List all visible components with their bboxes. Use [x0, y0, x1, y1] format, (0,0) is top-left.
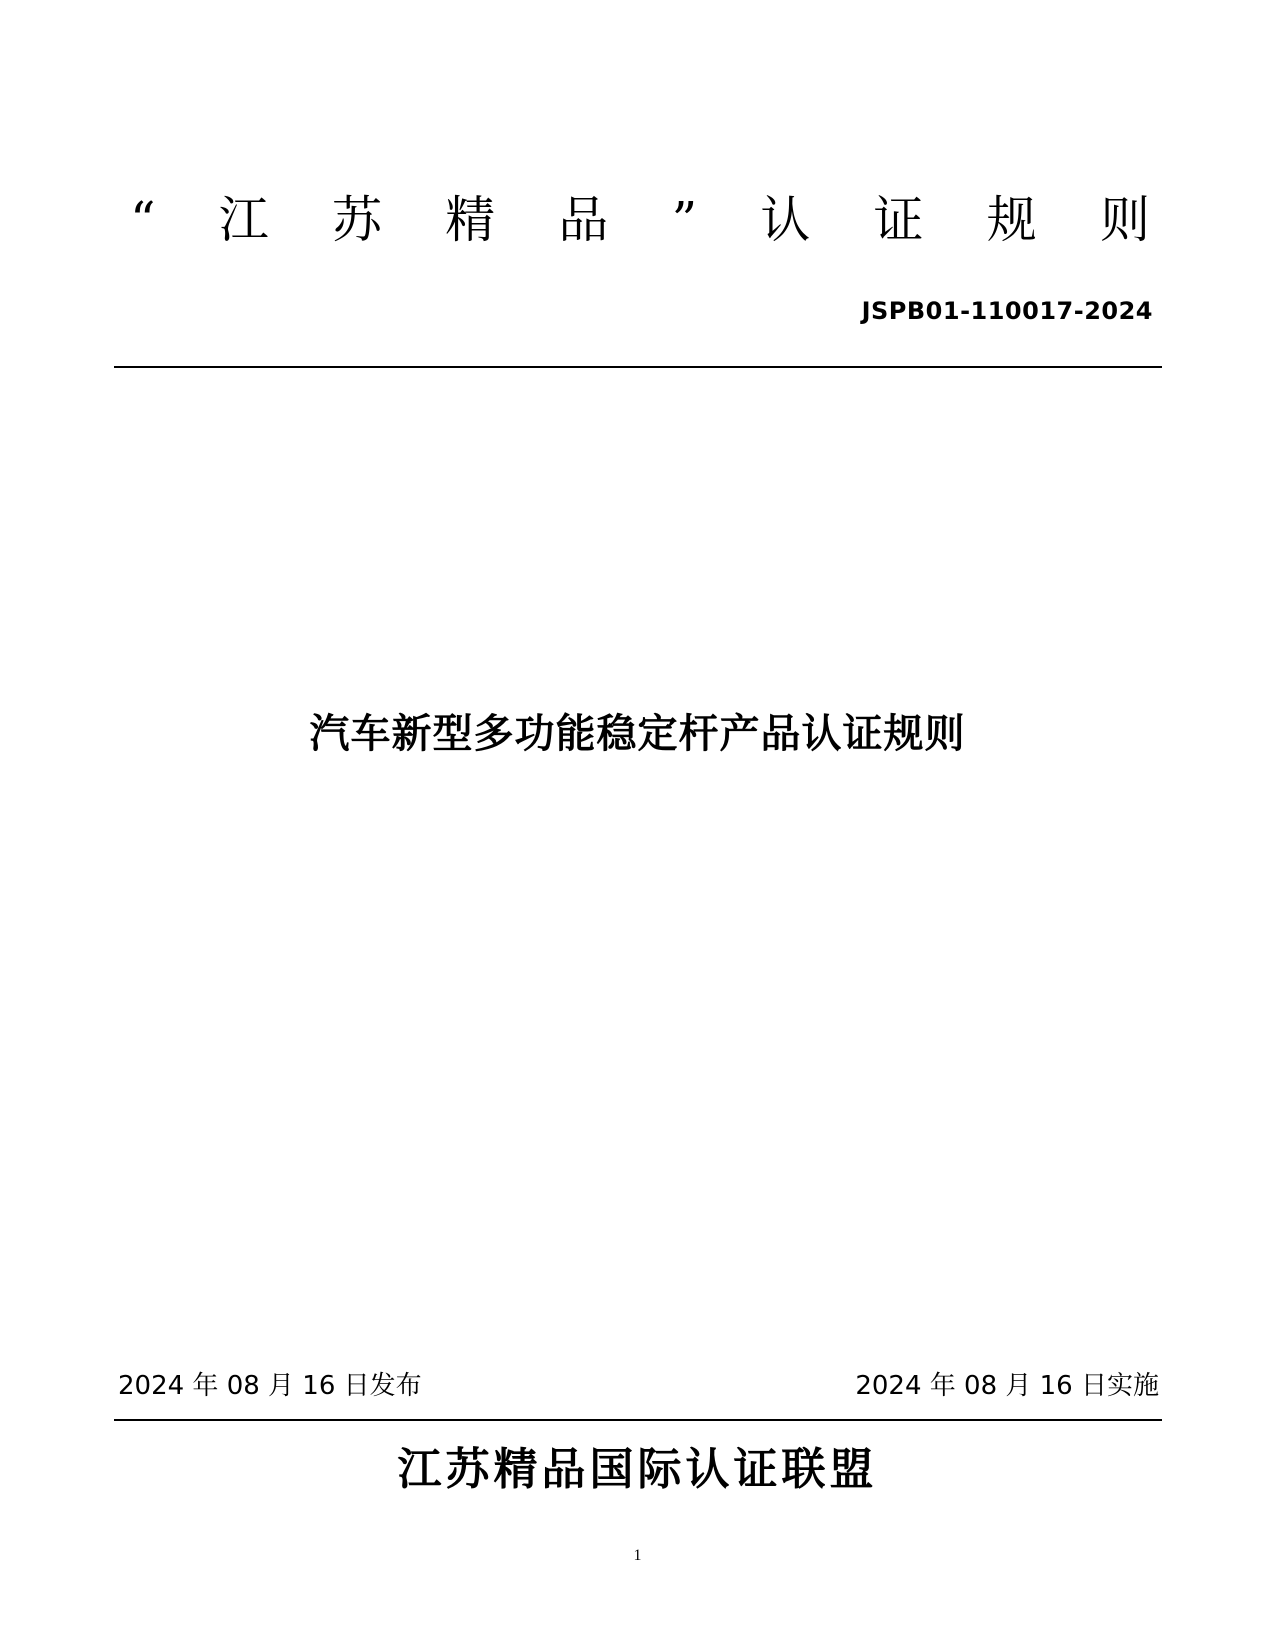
header-title-char: 品	[558, 191, 609, 249]
header-title-char: 认	[760, 191, 811, 249]
bottom-divider	[114, 1419, 1162, 1421]
implementation-date: 2024 年 08 月 16 日实施	[855, 1371, 1159, 1401]
header-title	[130, 180, 1150, 260]
publish-date: 2024 年 08 月 16 日发布	[118, 1371, 422, 1401]
document-title: 汽车新型多功能稳定杆产品认证规则	[309, 710, 966, 757]
header-title-char: 则	[1099, 191, 1150, 249]
document-code: JSPB01-110017-2024	[861, 297, 1153, 325]
header-title-char: ”	[671, 191, 698, 249]
top-divider	[114, 366, 1162, 368]
page-number: 1	[633, 1547, 642, 1564]
header-title-char: 规	[986, 191, 1037, 249]
header-title-char: 精	[445, 191, 496, 249]
header-title-char: 苏	[331, 191, 382, 249]
header-title-char: 江	[218, 191, 269, 249]
header-title-char: “	[130, 191, 156, 249]
header-title-char: 证	[873, 191, 924, 249]
issuing-organization: 江苏精品国际认证联盟	[397, 1444, 878, 1495]
